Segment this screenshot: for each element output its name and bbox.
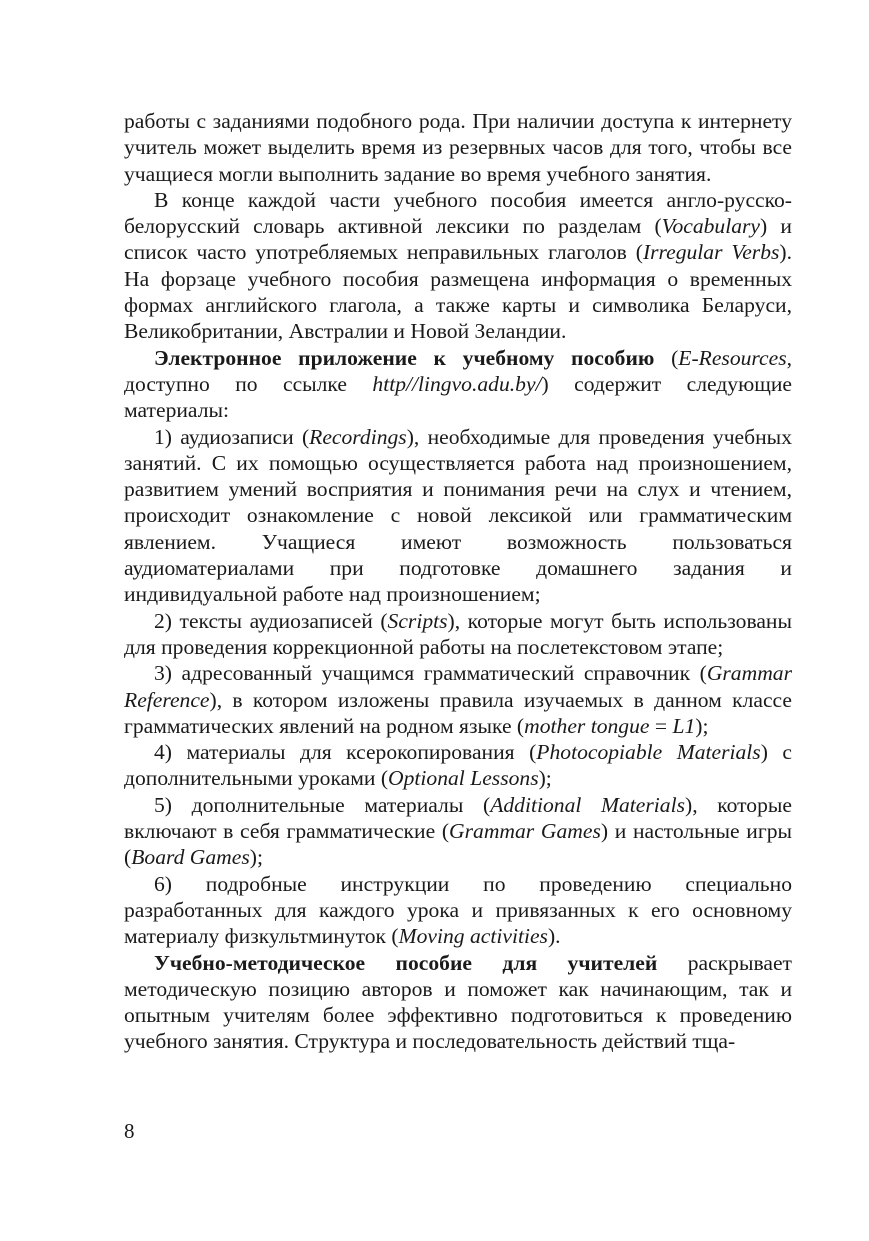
text-run: ).: [547, 924, 561, 949]
italic-term: Grammar Games: [449, 819, 601, 844]
italic-term: Board Games: [131, 845, 250, 870]
text-run: (: [654, 345, 679, 370]
italic-term: Vocabulary: [661, 214, 761, 239]
page-body: [124, 108, 792, 1055]
text-run: ), в котором изложены правила изучаемых в данном классе грамматических явлений на родном языке (: [124, 687, 792, 738]
text-run: 4) материалы для ксерокопирования (: [154, 740, 537, 765]
italic-term: Additional Materials: [490, 792, 685, 817]
italic-term: mother tongue: [524, 713, 650, 738]
bold-heading: Учебно-методическое пособие для учителей: [154, 950, 658, 975]
text-run: В конце каждой части учебного пособия имеется англо-русско-белорусский словарь активной лексики по разделам (: [124, 187, 792, 239]
text-run: 3) адресованный учащимся грамматический справочник (: [154, 661, 707, 686]
text-run: =: [649, 713, 673, 738]
text-run: 5) дополнительные материалы (: [154, 792, 491, 817]
page-number: 8: [124, 1119, 135, 1143]
text-run: раскрывает методическую позицию авторов и поможет как начинающим, так и опытным учителям более эффективно подготовиться к проведению учебного занятия. Структура и последовательность действий тща-: [124, 950, 792, 1054]
text-run: ) и настольные игры (: [124, 819, 792, 870]
italic-term: L1: [672, 713, 696, 738]
text-run: 6) подробные инструкции по проведению специально разработанных для каждого урока и привязанных к его основному материалу физкультминуток (: [124, 871, 792, 949]
paragraph: [124, 187, 792, 345]
paragraph: [124, 608, 792, 661]
paragraph: [124, 660, 792, 739]
paragraph: [124, 739, 792, 792]
text-run: ), необходимые для проведения учебных занятий. С их помощью осуществляется работа над произношением, развитием умений восприятия и понимания речи на слух и чтением, происходит ознакомление с новой лексикой или грамматическим явлением. Учащиеся имеют возможность пользоваться аудиоматериалами при подготовке домашнего задания и индивидуальной работе над произношением;: [124, 424, 792, 607]
italic-term: Recordings: [309, 424, 407, 449]
italic-term: Irregular Verbs: [642, 240, 780, 265]
text-run: );: [249, 845, 263, 870]
italic-term: Scripts: [387, 608, 448, 633]
text-run: , доступно по ссылке: [124, 345, 793, 396]
text-run: ). На форзаце учебного пособия размещена информация о временных формах английского глагола, а также карты и символика Беларуси, Великобритании, Австралии и Новой Зеландии.: [124, 240, 792, 344]
italic-term: Grammar Reference: [124, 661, 792, 712]
text-run: ) с дополнительными уроками (: [124, 740, 792, 791]
text-run: ) и список часто употребляемых неправильных глаголов (: [124, 214, 792, 265]
paragraph: [124, 792, 792, 871]
italic-term: Optional Lessons: [388, 766, 539, 791]
text-run: 2) тексты аудиозаписей (: [154, 608, 388, 633]
italic-term: Photocopiable Materials: [536, 740, 761, 765]
text-run: );: [695, 713, 709, 738]
paragraph: [124, 345, 792, 424]
text-run: ) содержит следующие материалы:: [124, 371, 792, 423]
paragraph: [124, 424, 792, 608]
text-run: работы с заданиями подобного рода. При наличии доступа к интернету учитель может выделить время из резервных часов для того, чтобы все учащиеся могли выполнить задание во время учебного занятия.: [124, 109, 792, 186]
paragraph: [124, 108, 792, 187]
italic-term: http//lingvo.adu.by/: [372, 371, 542, 396]
italic-term: Moving activities: [398, 924, 548, 949]
text-run: );: [538, 766, 552, 791]
text-run: 1) аудиозаписи (: [154, 424, 310, 449]
paragraph: [124, 871, 792, 950]
bold-heading: Электронное приложение к учебному пособию: [154, 345, 655, 370]
paragraph: [124, 950, 792, 1055]
text-run: ), которые могут быть использованы для проведения коррекционной работы на послетекстовом этапе;: [124, 608, 792, 659]
italic-term: E-Resources: [678, 345, 787, 370]
text-run: ), которые включают в себя грамматические (: [124, 792, 792, 844]
